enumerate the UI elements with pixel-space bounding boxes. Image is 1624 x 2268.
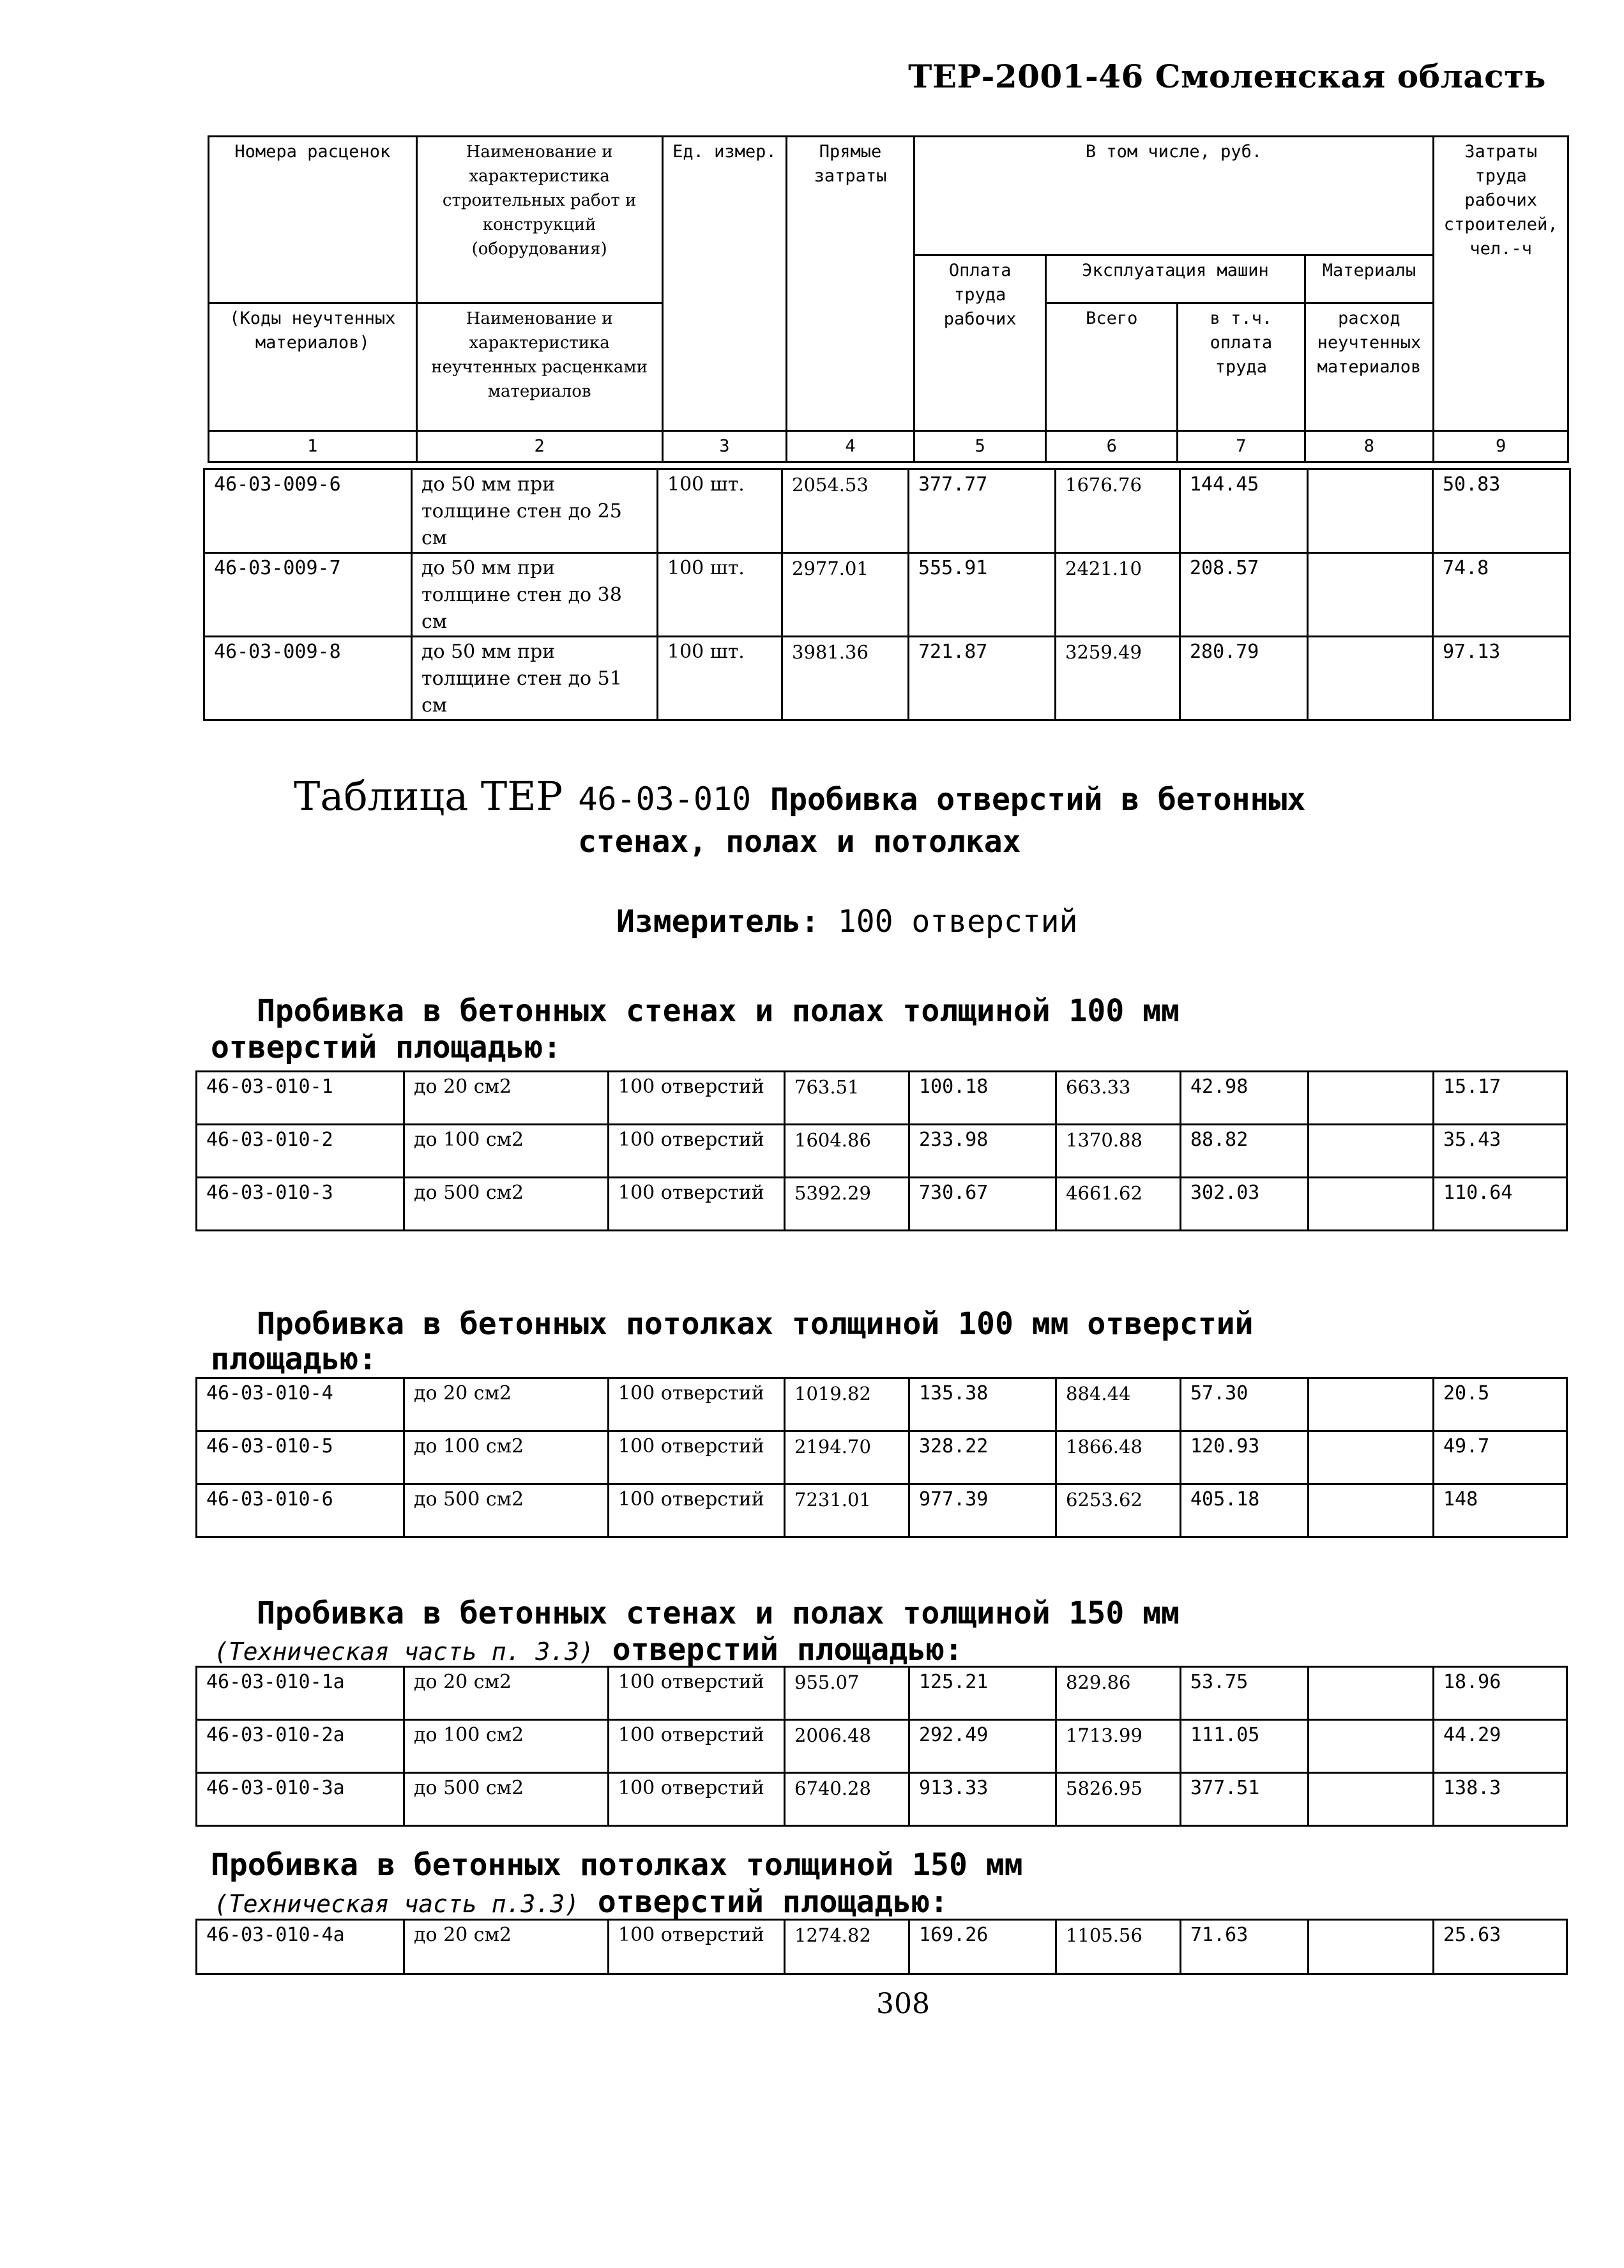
table-row xyxy=(197,1378,1567,1431)
table-row xyxy=(197,1773,1567,1826)
labor-pay-cell: 913.33 xyxy=(909,1773,1056,1826)
header-codes-sub: (Коды неучтенных материалов) xyxy=(209,303,417,431)
machines-labor-pay-cell: 71.63 xyxy=(1181,1920,1309,1974)
table-row xyxy=(197,1920,1567,1974)
machines-total-cell: 884.44 xyxy=(1056,1378,1181,1431)
labor-cost-cell: 74.8 xyxy=(1433,553,1570,637)
labor-pay-cell: 977.39 xyxy=(909,1484,1056,1537)
machines-total-cell: 6253.62 xyxy=(1056,1484,1181,1537)
header-col-number: 9 xyxy=(1434,431,1568,462)
table-title xyxy=(294,773,1305,819)
direct-costs-cell: 5392.29 xyxy=(785,1178,909,1231)
direct-costs-cell: 2194.70 xyxy=(785,1431,909,1484)
machines-labor-pay-cell: 88.82 xyxy=(1181,1125,1309,1178)
header-machines-pay: в т.ч. оплата труда xyxy=(1178,303,1305,431)
table-row xyxy=(204,469,1570,553)
machines-total-cell: 4661.62 xyxy=(1056,1178,1181,1231)
direct-costs-cell: 2977.01 xyxy=(782,553,909,637)
header-codes: Номера расценок xyxy=(209,137,417,303)
materials-cell xyxy=(1308,469,1433,553)
work-name-cell: до 20 см2 xyxy=(404,1920,609,1974)
header-col-number: 5 xyxy=(914,431,1046,462)
section-heading-text: площадью: xyxy=(211,1341,377,1377)
labor-pay-cell: 730.67 xyxy=(909,1178,1056,1231)
section-heading-line2 xyxy=(211,1030,561,1065)
labor-cost-cell: 18.96 xyxy=(1434,1667,1567,1720)
rates-table-section-2 xyxy=(195,1377,1568,1538)
direct-costs-cell: 763.51 xyxy=(785,1072,909,1125)
section-heading-line2 xyxy=(211,1341,377,1377)
machines-total-cell: 1105.56 xyxy=(1056,1920,1181,1974)
machines-total-cell: 3259.49 xyxy=(1056,637,1180,720)
machines-labor-pay-cell: 280.79 xyxy=(1180,637,1308,720)
machines-labor-pay-cell: 120.93 xyxy=(1181,1431,1309,1484)
table-row xyxy=(197,1072,1567,1125)
materials-cell xyxy=(1309,1378,1434,1431)
materials-cell xyxy=(1309,1072,1434,1125)
header-direct-costs: Прямые затраты xyxy=(787,137,914,431)
labor-cost-cell: 148 xyxy=(1434,1484,1567,1537)
header-machines: Эксплуатация машин xyxy=(1046,255,1305,303)
machines-labor-pay-cell: 53.75 xyxy=(1181,1667,1309,1720)
work-name-cell: до 100 см2 xyxy=(404,1720,609,1773)
labor-pay-cell: 555.91 xyxy=(909,553,1056,637)
table-row xyxy=(197,1125,1567,1178)
labor-cost-cell: 97.13 xyxy=(1433,637,1570,720)
page-number: 308 xyxy=(876,1988,930,2020)
machines-total-cell: 829.86 xyxy=(1056,1667,1181,1720)
labor-pay-cell: 721.87 xyxy=(909,637,1056,720)
labor-pay-cell: 328.22 xyxy=(909,1431,1056,1484)
section-heading-text: отверстий площадью: xyxy=(597,1884,948,1920)
rate-code-cell: 46-03-010-5 xyxy=(197,1431,404,1484)
header-including: В том числе, руб. xyxy=(914,137,1433,255)
labor-cost-cell: 15.17 xyxy=(1434,1072,1567,1125)
header-col-number: 8 xyxy=(1305,431,1434,462)
labor-pay-cell: 233.98 xyxy=(909,1125,1056,1178)
unit-of-measure-cell: 100 шт. xyxy=(658,637,782,720)
work-name-cell: до 20 см2 xyxy=(404,1072,609,1125)
measure-label: Измеритель: xyxy=(616,904,819,940)
section-heading-line2 xyxy=(214,1884,948,1920)
measure-value: 100 отверстий xyxy=(837,904,1078,940)
measure-line xyxy=(616,904,1077,940)
machines-total-cell: 5826.95 xyxy=(1056,1773,1181,1826)
labor-cost-cell: 49.7 xyxy=(1434,1431,1567,1484)
labor-pay-cell: 169.26 xyxy=(909,1920,1056,1974)
materials-cell xyxy=(1309,1431,1434,1484)
materials-cell xyxy=(1308,637,1433,720)
labor-pay-cell: 125.21 xyxy=(909,1667,1056,1720)
machines-labor-pay-cell: 405.18 xyxy=(1181,1484,1309,1537)
labor-cost-cell: 25.63 xyxy=(1434,1920,1567,1974)
header-col-number: 3 xyxy=(662,431,787,462)
labor-pay-cell: 292.49 xyxy=(909,1720,1056,1773)
running-header: ТЕР-2001-46 Смоленская область xyxy=(908,57,1546,95)
labor-cost-cell: 50.83 xyxy=(1433,469,1570,553)
materials-cell xyxy=(1309,1484,1434,1537)
rate-code-cell: 46-03-009-6 xyxy=(204,469,412,553)
header-col-number: 4 xyxy=(787,431,914,462)
direct-costs-cell: 7231.01 xyxy=(785,1484,909,1537)
header-materials: Материалы xyxy=(1305,255,1434,303)
machines-labor-pay-cell: 377.51 xyxy=(1181,1773,1309,1826)
header-labor-cost: Затраты труда рабочих строителей, чел.-ч xyxy=(1434,137,1568,431)
rate-code-cell: 46-03-010-4а xyxy=(197,1920,404,1974)
section-heading: Пробивка в бетонных стенах и полах толщиной 150 мм xyxy=(257,1595,1180,1631)
direct-costs-cell: 3981.36 xyxy=(782,637,909,720)
machines-total-cell: 2421.10 xyxy=(1056,553,1180,637)
header-col-number: 7 xyxy=(1178,431,1305,462)
machines-labor-pay-cell: 302.03 xyxy=(1181,1178,1309,1231)
materials-cell xyxy=(1309,1125,1434,1178)
rate-code-cell: 46-03-010-2а xyxy=(197,1720,404,1773)
table-title-desc-2: стенах, полах и потолках xyxy=(578,824,1021,860)
section-heading-text: отверстий площадью: xyxy=(612,1632,963,1668)
work-name-cell: до 50 мм при толщине стен до 25 см xyxy=(412,469,658,553)
labor-cost-cell: 20.5 xyxy=(1434,1378,1567,1431)
materials-cell xyxy=(1309,1773,1434,1826)
machines-total-cell: 663.33 xyxy=(1056,1072,1181,1125)
machines-total-cell: 1370.88 xyxy=(1056,1125,1181,1178)
work-name-cell: до 20 см2 xyxy=(404,1378,609,1431)
labor-cost-cell: 44.29 xyxy=(1434,1720,1567,1773)
table-row xyxy=(197,1178,1567,1231)
rate-code-cell: 46-03-009-8 xyxy=(204,637,412,720)
header-materials-sub: расход неучтенных материалов xyxy=(1305,303,1434,431)
direct-costs-cell: 1604.86 xyxy=(785,1125,909,1178)
unit-of-measure-cell: 100 шт. xyxy=(658,469,782,553)
column-header-table xyxy=(208,135,1569,463)
header-col-number: 2 xyxy=(416,431,662,462)
table-title-lead: Таблица ТЕР xyxy=(294,773,563,819)
materials-cell xyxy=(1309,1920,1434,1974)
rate-code-cell: 46-03-010-3а xyxy=(197,1773,404,1826)
materials-cell xyxy=(1309,1178,1434,1231)
labor-pay-cell: 135.38 xyxy=(909,1378,1056,1431)
section-heading: Пробивка в бетонных стенах и полах толщиной 100 мм xyxy=(257,993,1180,1029)
labor-cost-cell: 138.3 xyxy=(1434,1773,1567,1826)
section-heading: Пробивка в бетонных потолках толщиной 100 мм отверстий xyxy=(257,1306,1254,1342)
direct-costs-cell: 1019.82 xyxy=(785,1378,909,1431)
table-title-desc: Пробивка отверстий в бетонных xyxy=(770,782,1306,818)
machines-total-cell: 1713.99 xyxy=(1056,1720,1181,1773)
rate-code-cell: 46-03-010-1а xyxy=(197,1667,404,1720)
materials-cell xyxy=(1308,553,1433,637)
machines-labor-pay-cell: 144.45 xyxy=(1180,469,1308,553)
header-labor-pay: Оплата труда рабочих xyxy=(914,255,1046,431)
work-name-cell: до 20 см2 xyxy=(404,1667,609,1720)
rates-table-section-4 xyxy=(195,1919,1568,1975)
table-row xyxy=(197,1484,1567,1537)
unit-of-measure-cell: 100 отверстий xyxy=(609,1178,785,1231)
header-machines-total: Всего xyxy=(1046,303,1178,431)
work-name-cell: до 100 см2 xyxy=(404,1125,609,1178)
header-col-number: 6 xyxy=(1046,431,1178,462)
table-row xyxy=(204,553,1570,637)
direct-costs-cell: 1274.82 xyxy=(785,1920,909,1974)
unit-of-measure-cell: 100 отверстий xyxy=(609,1431,785,1484)
direct-costs-cell: 2054.53 xyxy=(782,469,909,553)
section-heading-text: отверстий площадью: xyxy=(211,1030,562,1065)
table-row xyxy=(204,637,1570,720)
machines-labor-pay-cell: 57.30 xyxy=(1181,1378,1309,1431)
unit-of-measure-cell: 100 отверстий xyxy=(609,1378,785,1431)
unit-of-measure-cell: 100 отверстий xyxy=(609,1920,785,1974)
unit-of-measure-cell: 100 отверстий xyxy=(609,1773,785,1826)
labor-pay-cell: 100.18 xyxy=(909,1072,1056,1125)
work-name-cell: до 500 см2 xyxy=(404,1484,609,1537)
rate-code-cell: 46-03-010-4 xyxy=(197,1378,404,1431)
rate-code-cell: 46-03-010-2 xyxy=(197,1125,404,1178)
unit-of-measure-cell: 100 отверстий xyxy=(609,1072,785,1125)
rate-code-cell: 46-03-010-1 xyxy=(197,1072,404,1125)
table-title-code: 46-03-010 xyxy=(578,780,752,818)
rate-code-cell: 46-03-010-3 xyxy=(197,1178,404,1231)
work-name-cell: до 50 мм при толщине стен до 38 см xyxy=(412,553,658,637)
work-name-cell: до 500 см2 xyxy=(404,1178,609,1231)
rate-code-cell: 46-03-009-7 xyxy=(204,553,412,637)
table-row xyxy=(197,1720,1567,1773)
materials-cell xyxy=(1309,1720,1434,1773)
labor-cost-cell: 110.64 xyxy=(1434,1178,1567,1231)
rate-code-cell: 46-03-010-6 xyxy=(197,1484,404,1537)
machines-labor-pay-cell: 111.05 xyxy=(1181,1720,1309,1773)
header-name: Наименование и характеристика строительных работ и конструкций (оборудования) xyxy=(416,137,662,303)
section-heading: Пробивка в бетонных потолках толщиной 150 мм xyxy=(211,1847,1023,1883)
labor-cost-cell: 35.43 xyxy=(1434,1125,1567,1178)
work-name-cell: до 500 см2 xyxy=(404,1773,609,1826)
unit-of-measure-cell: 100 отверстий xyxy=(609,1667,785,1720)
machines-labor-pay-cell: 208.57 xyxy=(1180,553,1308,637)
materials-cell xyxy=(1309,1667,1434,1720)
machines-labor-pay-cell: 42.98 xyxy=(1181,1072,1309,1125)
rates-table-section-3 xyxy=(195,1666,1568,1827)
work-name-cell: до 100 см2 xyxy=(404,1431,609,1484)
machines-total-cell: 1866.48 xyxy=(1056,1431,1181,1484)
rates-table-section-1 xyxy=(195,1070,1568,1231)
work-name-cell: до 50 мм при толщине стен до 51 см xyxy=(412,637,658,720)
unit-of-measure-cell: 100 отверстий xyxy=(609,1720,785,1773)
unit-of-measure-cell: 100 шт. xyxy=(658,553,782,637)
table-row xyxy=(197,1667,1567,1720)
unit-of-measure-cell: 100 отверстий xyxy=(609,1125,785,1178)
unit-of-measure-cell: 100 отверстий xyxy=(609,1484,785,1537)
direct-costs-cell: 955.07 xyxy=(785,1667,909,1720)
header-unit: Ед. измер. xyxy=(662,137,787,431)
header-name-sub: Наименование и характеристика неучтенных расценками материалов xyxy=(416,303,662,431)
section-note: (Техническая часть п.3.3) xyxy=(214,1890,579,1918)
rates-table-009 xyxy=(203,468,1571,721)
section-note: (Техническая часть п. 3.3) xyxy=(214,1638,594,1666)
table-row xyxy=(197,1431,1567,1484)
section-heading-line2 xyxy=(214,1632,963,1668)
direct-costs-cell: 6740.28 xyxy=(785,1773,909,1826)
header-col-number: 1 xyxy=(209,431,417,462)
direct-costs-cell: 2006.48 xyxy=(785,1720,909,1773)
labor-pay-cell: 377.77 xyxy=(909,469,1056,553)
machines-total-cell: 1676.76 xyxy=(1056,469,1180,553)
